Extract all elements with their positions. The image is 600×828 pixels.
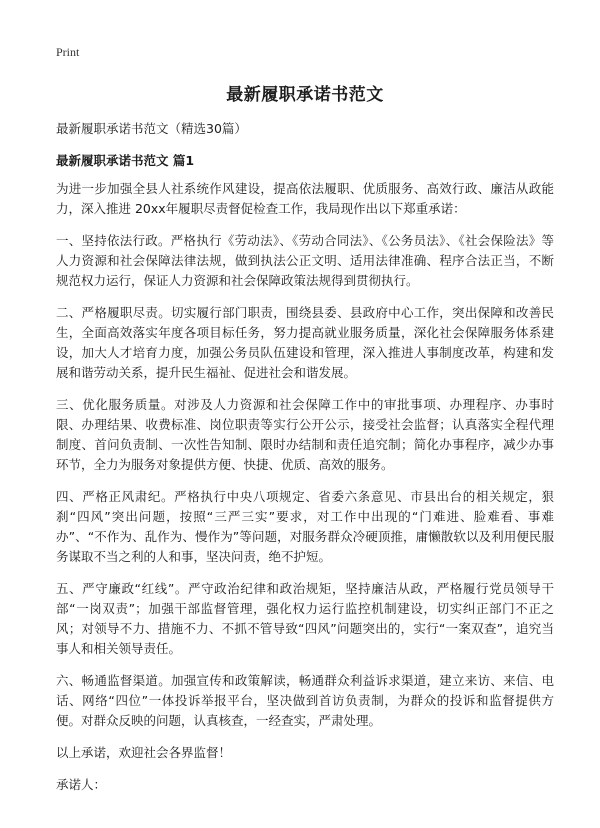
signature-label: 承诺人：	[56, 777, 107, 792]
document-subtitle: 最新履职承诺书范文（精选30篇）	[56, 121, 247, 136]
paragraph-4: 四、严格正风肃纪。严格执行中央八项规定、省委六条意见、市县出台的相关规定，狠刹“四风”突出问题，按照“三严三实”要求，对工作中出现的“门难进、脸难看、事难办”、“不作为、乱作为、慢作为”等问题，对服务群众冷硬顶推，庸懒散软以及利用便民服务谋取不当之利的人和事，坚决问责，绝不护短。	[56, 489, 554, 564]
print-link[interactable]: Print	[56, 45, 80, 59]
paragraph-intro: 为进一步加强全县人社系统作风建设，提高依法履职、优质服务、高效行政、廉洁从政能力，深入推进 20xx年履职尽责督促检查工作，我局现作出以下郑重承诺：	[56, 181, 554, 216]
paragraph-2: 二、严格履职尽责。切实履行部门职责，围绕县委、县政府中心工作，突出保障和改善民生，全面高效落实年度各项目标任务，努力提高就业服务质量，深化社会保障服务体系建设，加大人才培育力度，加强公务员队伍建设和管理，深入推进人事制度改革，构建和发展和谐劳动关系，提升民生福祉、促进社会和谐发展。	[56, 305, 554, 380]
paragraph-5: 五、严守廉政“红线”。严守政治纪律和政治规矩，坚持廉洁从政，严格履行党员领导干部“一岗双责”；加强干部监督管理，强化权力运行监控机制建设，切实纠正部门不正之风；对领导不力、措施不力、不抓不管导致“四风”问题突出的，实行“一案双查”，追究当事人和相关领导责任。	[56, 581, 554, 656]
section-title: 最新履职承诺书范文 篇1	[56, 153, 195, 168]
paragraph-3: 三、优化服务质量。对涉及人力资源和社会保障工作中的审批事项、办理程序、办事时限、办理结果、收费标准、岗位职责等实行公开公示，接受社会监督；认真落实全程代理制度、首问负责制、一次性告知制、限时办结制和责任追究制；简化办事程序，减少办事环节，全力为服务对象提供方便、快捷、优质、高效的服务。	[56, 397, 554, 472]
paragraph-1: 一、坚持依法行政。严格执行《劳动法》、《劳动合同法》、《公务员法》、《社会保险法》等人力资源和社会保障法律法规，做到执法公正文明、适用法律准确、程序合法正当，不断规范权力运行，保证人力资源和社会保障政策法规得到贯彻执行。	[56, 233, 554, 288]
paragraph-6: 六、畅通监督渠道。加强宣传和政策解读，畅通群众利益诉求渠道，建立来访、来信、电话、网络“四位”一体投诉举报平台，坚决做到首访负责制，为群众的投诉和监督提供方便。对群众反映的问题，认真核查，一经查实，严肃处理。	[56, 673, 554, 728]
document-page	[56, 80, 554, 807]
document-title: 最新履职承诺书范文	[226, 85, 384, 105]
closing-text: 以上承诺，欢迎社会各界监督！	[56, 745, 232, 760]
